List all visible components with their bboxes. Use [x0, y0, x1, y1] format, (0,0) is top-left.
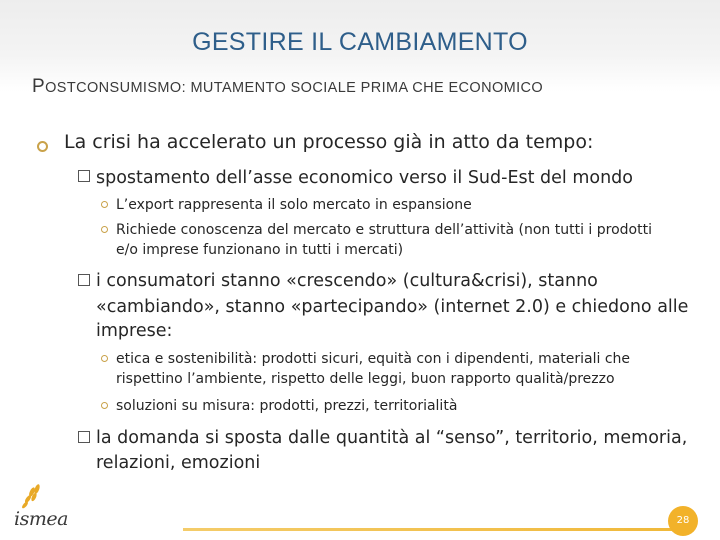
- sub-bullet-1-1: L’export rappresenta il solo mercato in espansione: [116, 197, 472, 213]
- section-2-line-3: imprese:: [96, 321, 173, 341]
- section-3-line-2: relazioni, emozioni: [96, 453, 261, 473]
- section-2-bold: i consumatori: [96, 271, 216, 291]
- section-3-bold: la domanda si sposta: [96, 428, 283, 448]
- square-bullet-icon: [78, 170, 90, 182]
- ring-bullet-icon: [37, 141, 48, 152]
- sub-bullet-2-1: etica e sostenibilità: prodotti sicuri, equità con i dipendenti, materiali che: [116, 351, 631, 367]
- main-bullet-text: La crisi ha accelerato un processo già in atto da tempo:: [64, 131, 594, 153]
- page-number: 28: [668, 506, 698, 536]
- ring-bullet-icon: [101, 201, 108, 208]
- square-bullet-icon: [78, 274, 90, 286]
- sub-bullet-1-2-cont: e/o imprese funzionano in tutti i mercati): [116, 242, 404, 258]
- footer-rule: [183, 528, 693, 531]
- section-3-rest: dalle quantità al “senso”, territorio, memoria,: [282, 428, 688, 448]
- sub-bullet-2-2: soluzioni su misura: prodotti, prezzi, territorialità: [116, 398, 458, 414]
- section-2-line-1: [96, 268, 696, 294]
- ring-bullet-icon: [101, 402, 108, 409]
- ring-bullet-icon: [101, 355, 108, 362]
- subtitle-text: OSTCONSUMISMO: MUTAMENTO SOCIALE PRIMA CHE ECONOMICO: [45, 80, 544, 96]
- section-2-rest: stanno «crescendo» (cultura&crisi), stanno: [215, 271, 598, 291]
- square-bullet-icon: [78, 431, 90, 443]
- subtitle-initial: P: [32, 76, 46, 97]
- slide-title: GESTIRE IL CAMBIAMENTO: [192, 28, 528, 56]
- section-3-line-1: [96, 425, 696, 451]
- section-1-text: [96, 165, 696, 191]
- logo-wordmark: ismea: [14, 508, 68, 530]
- sub-bullet-1-2: Richiede conoscenza del mercato e struttura dell’attività (non tutti i prodotti: [116, 222, 652, 238]
- section-2-line-2: «cambiando», stanno «partecipando» (internet 2.0) e chiedono alle: [96, 297, 689, 317]
- section-1-rest: verso il Sud-Est del mondo: [393, 168, 634, 188]
- ring-bullet-icon: [101, 226, 108, 233]
- sub-bullet-2-1-cont: rispettino l’ambiente, rispetto delle leggi, buon rapporto qualità/prezzo: [116, 371, 615, 387]
- section-1-bold: spostamento dell’asse economico: [96, 168, 394, 188]
